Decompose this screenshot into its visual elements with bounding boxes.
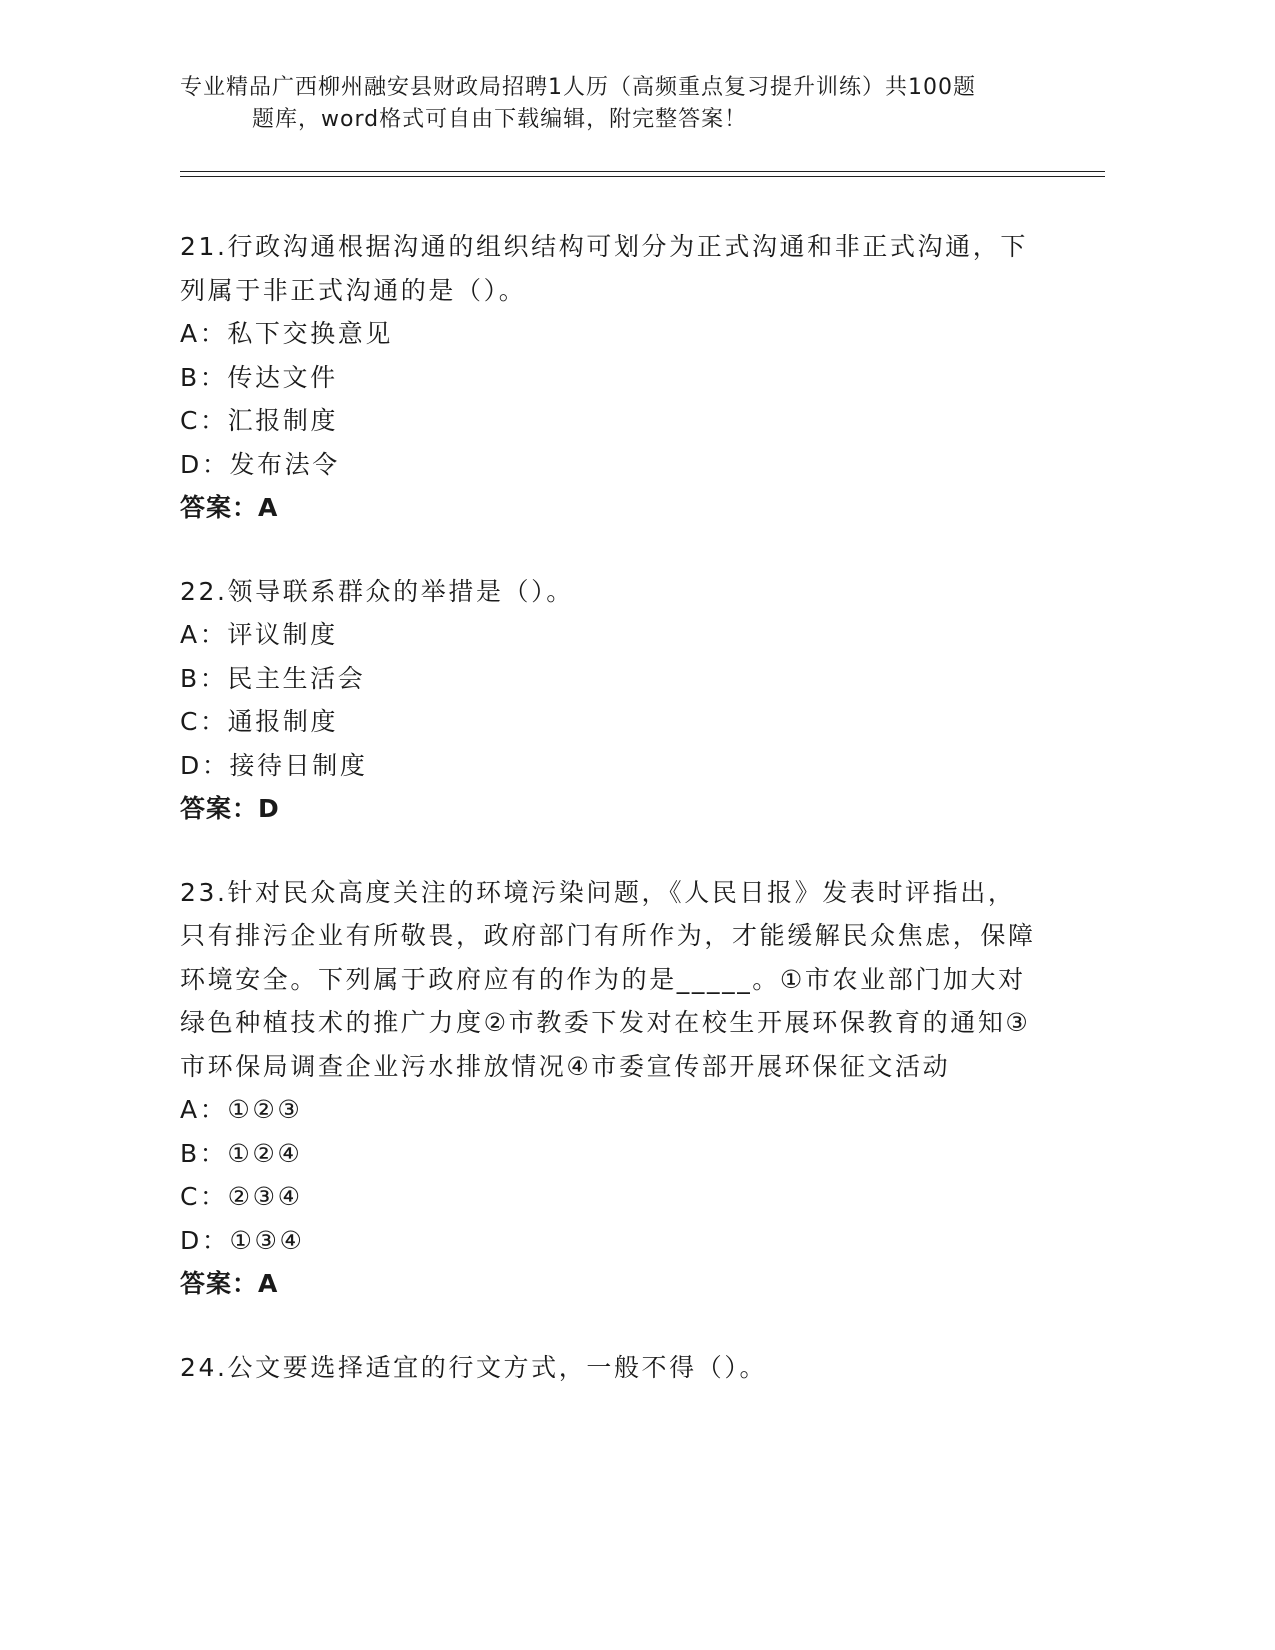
header-title-line1: 专业精品广西柳州融安县财政局招聘1人历（高频重点复习提升训练）共100题 [180,75,976,100]
answer-label: 答案：D [180,794,280,823]
option-letter: C： [180,707,228,736]
question-list [180,225,1040,1429]
question-22 [180,570,1040,831]
option-text: ②③④ [227,1182,303,1211]
option-text: ①③④ [229,1225,305,1255]
option-c [180,700,1040,744]
option-letter: D： [180,449,230,479]
option-b [180,657,1040,701]
option-text: 通报制度 [227,707,339,736]
question-23 [180,871,1040,1306]
option-text: 民主生活会 [227,663,366,693]
option-a [180,312,1040,356]
option-b [180,356,1040,400]
option-text: ①②③ [227,1095,303,1124]
option-letter: B： [180,1138,228,1168]
option-d [180,1219,1040,1263]
option-letter: D： [180,750,230,780]
question-stem: 22.领导联系群众的举措是（）。 [180,576,574,606]
option-text: 传达文件 [227,362,338,392]
option-letter: D： [180,1225,230,1255]
option-c [180,399,1040,443]
option-letter: A： [180,1095,228,1124]
option-text: 评议制度 [227,620,338,649]
question-21 [180,225,1040,530]
header-divider-top [180,171,1105,172]
option-letter: A： [180,319,228,348]
option-c [180,1175,1040,1219]
option-letter: C： [180,1182,228,1211]
answer-label: 答案：A [180,493,279,522]
option-letter: B： [180,362,228,392]
answer-label: 答案：A [180,1269,279,1298]
option-a [180,613,1040,657]
question-stem: 24.公文要选择适宜的行文方式，一般不得（）。 [180,1352,768,1382]
option-d [180,744,1040,788]
header-divider-bottom [180,176,1105,177]
option-letter: C： [180,406,228,435]
question-stem: 21.行政沟通根据沟通的组织结构可划分为正式沟通和非正式沟通，下列属于非正式沟通的是（）。 [180,232,1028,305]
option-d [180,443,1040,487]
option-letter: B： [180,663,228,693]
question-stem: 23.针对民众高度关注的环境污染问题，《人民日报》发表时评指出，只有排污企业有所敬畏，政府部门有所作为，才能缓解民众焦虑，保障环境安全。下列属于政府应有的作为的是_____。①市农业部门加大对绿色种植技术的推广力度②市教委下发对在校生开展环保教育的通知③市环保局调查企业污水排放情况④市委宣传部开展环保征文活动 [180,877,1036,1081]
question-24 [180,1346,1040,1390]
option-text: 接待日制度 [229,750,368,780]
option-text: 汇报制度 [227,406,339,435]
option-text: 私下交换意见 [227,319,393,348]
option-letter: A： [180,620,228,649]
option-text: ①②④ [227,1138,303,1168]
option-b [180,1132,1040,1176]
option-a [180,1088,1040,1132]
document-header [180,72,1060,136]
option-text: 发布法令 [229,449,340,479]
header-title-line2: 题库，word格式可自由下载编辑，附完整答案！ [252,107,748,132]
